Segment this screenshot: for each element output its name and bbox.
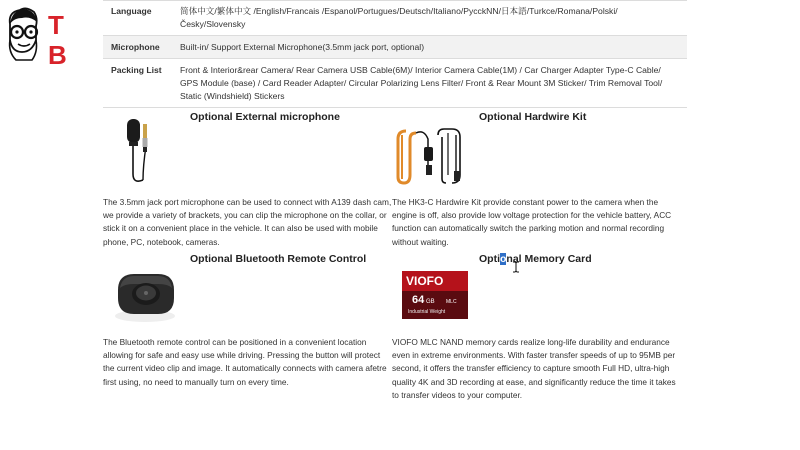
site-logo[interactable] bbox=[2, 6, 72, 68]
feature-description: The 3.5mm jack port microphone can be used to connect with A139 dash cam, we provide a variety of brackets, you can clip the microphone on the collar, or stick it on a convenient place in the vehicle. It can also be used with mobile phone, PC, notebook, cameras. bbox=[103, 197, 392, 247]
bluetooth-remote-image bbox=[108, 266, 183, 328]
spec-row-packing-list bbox=[103, 59, 687, 108]
card-capacity: 64 bbox=[412, 294, 425, 306]
spec-table bbox=[103, 0, 687, 108]
spec-row-language bbox=[103, 1, 687, 36]
svg-text:B: B bbox=[48, 40, 67, 68]
feature-description: The HK3-C Hardwire Kit provide constant power to the camera when the engine is off, also provide low voltage protection for the vehicle battery, ACC function can automatically switch the parking motion and normal recording without waiting. bbox=[392, 197, 672, 247]
feature-external-microphone bbox=[103, 108, 393, 248]
text-selection[interactable]: o bbox=[500, 253, 507, 265]
feature-description: The Bluetooth remote control can be positioned in a convenient location allowing for safe and easy use while driving. Pressing the button will protect the current video clip and image. It automatically connects with camera afetre first using, no need to manually turn on every time. bbox=[103, 337, 387, 387]
title-part: Opti bbox=[479, 253, 500, 265]
spec-value: Front & Interior&rear Camera/ Rear Camera USB Cable(6M)/ Interior Camera Cable(1M) / Car Charger Adapter Type-C Cable/ GPS Module (base) / Card Reader Adapter/ Circular Polarizing Lens Filter/ Front & Rear Mount 3M Sticker/ Trim Removal Tool/ Static (Windshield) Stickers bbox=[172, 59, 687, 108]
spec-value: 简体中文/繁体中文 /English/Francais /Espanol/Portugues/Deutsch/Italiano/PycckNN/日本語/Turkce/Romana/Polski/Česky/Slovensky bbox=[172, 1, 687, 36]
feature-bluetooth-remote bbox=[103, 250, 393, 400]
spec-key: Language bbox=[103, 1, 172, 36]
title-part: nal Memory Card bbox=[506, 253, 592, 265]
card-brand: VIOFO bbox=[406, 274, 444, 288]
hardwire-kit-image bbox=[394, 125, 474, 187]
feature-title: Optional Hardwire Kit bbox=[479, 111, 587, 123]
spec-key: Microphone bbox=[103, 36, 172, 59]
feature-title: Optional Bluetooth Remote Control bbox=[190, 253, 367, 265]
feature-hardwire-kit bbox=[392, 108, 682, 248]
card-subtitle: Industrial Weight bbox=[408, 309, 446, 315]
feature-description: VIOFO MLC NAND memory cards realize long-life durability and endurance even in extreme environments. With faster transfer speeds of up to 95MB per second, it offers the transfer efficiency to capture smooth Full HD, ultra-high quality 4K and 3D recording at ease, and significantly reduce the time it takes to transfer videos to your computer. bbox=[392, 337, 676, 400]
card-type: MLC bbox=[446, 299, 457, 305]
text-cursor-icon bbox=[512, 260, 520, 272]
spec-row-microphone bbox=[103, 36, 687, 59]
spec-key: Packing List bbox=[103, 59, 172, 108]
feature-title: Optional External microphone bbox=[190, 111, 340, 123]
feature-title bbox=[479, 253, 592, 265]
memory-card-image bbox=[400, 269, 472, 323]
microphone-image bbox=[113, 116, 163, 196]
card-unit: GB bbox=[426, 299, 435, 305]
svg-text:T: T bbox=[48, 10, 64, 40]
feature-memory-card bbox=[392, 250, 682, 400]
spec-value: Built-in/ Support External Microphone(3.5mm jack port, optional) bbox=[172, 36, 687, 59]
